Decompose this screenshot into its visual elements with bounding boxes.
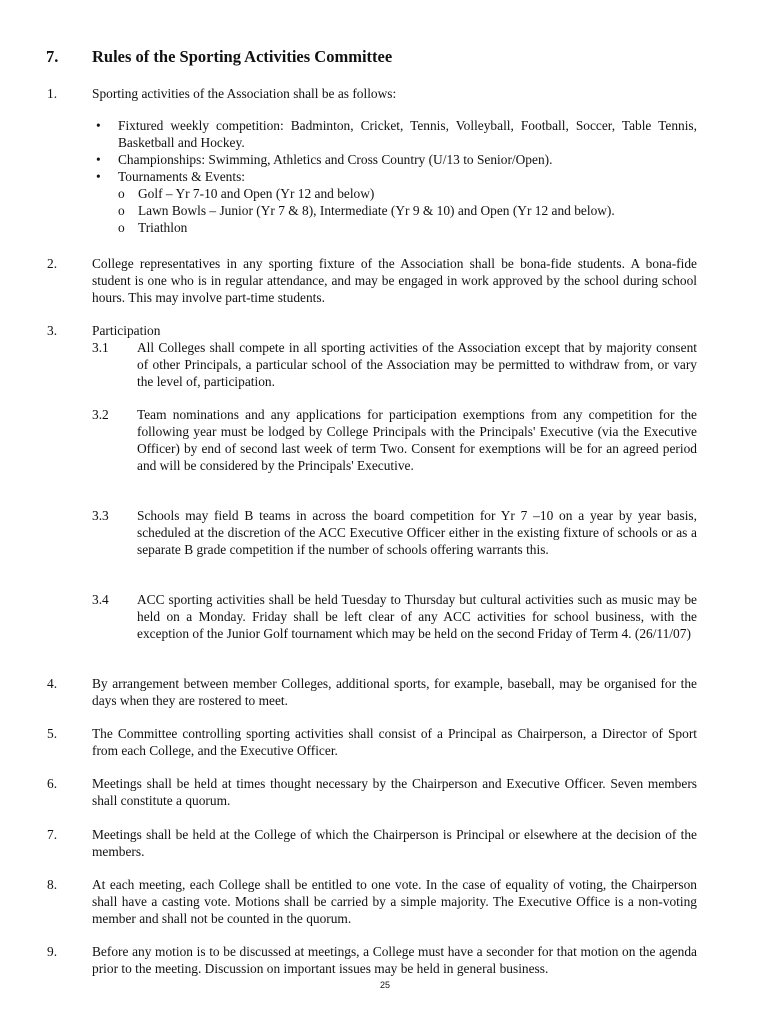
subrule-number: 3.4 — [92, 592, 109, 607]
page-number: 25 — [379, 980, 390, 990]
rule-number: 2. — [47, 256, 58, 271]
subrule-3-3 — [92, 507, 697, 558]
rule-number: 1. — [47, 86, 58, 101]
subrule-number: 3.3 — [92, 508, 109, 523]
rule-text: Participation — [92, 323, 161, 338]
rule-item-2 — [47, 255, 697, 306]
sublist-item: o Triathlon — [118, 220, 188, 235]
subrule-number: 3.1 — [92, 340, 109, 355]
rule-text: At each meeting, each College shall be entitled to one vote. In the case of equality of voting, the Chairperson shall have a casting vote. Motions shall be carried by a simple majority. The Executive Office is a non-voting member and shall not be counted in the quorum. — [92, 877, 697, 926]
rule-text: Sporting activities of the Association shall be as follows: — [92, 86, 397, 101]
subrule-text: Team nominations and any applications for participation exemptions from any competition for the following year must be lodged by College Principals with the Principals' Executive (via the Executive Officer) by end of second last week of term Two. Consent for exemptions will be for an agreed period and will be considered by the Principals' Executive. — [137, 407, 697, 473]
section-number: 7. — [46, 47, 59, 66]
rule-text: By arrangement between member Colleges, additional sports, for example, baseball, may be organised for the days when they are rostered to meet. — [92, 676, 697, 708]
sublist-item: o Lawn Bowls – Junior (Yr 7 & 8), Intermediate (Yr 9 & 10) and Open (Yr 12 and below). — [118, 203, 615, 218]
circle-bullet-icon: o — [118, 186, 125, 201]
subrule-3-4 — [92, 591, 697, 642]
rule-item-4 — [47, 675, 697, 709]
section-title: Rules of the Sporting Activities Committee — [92, 47, 393, 66]
rule-number: 3. — [47, 323, 58, 338]
rule-text: Meetings shall be held at the College of which the Chairperson is Principal or elsewhere at the decision of the members. — [92, 827, 697, 859]
rule-item-6 — [47, 775, 697, 809]
rule-item-9 — [47, 943, 697, 977]
rule-number: 8. — [47, 877, 58, 892]
list-item: • Championships: Swimming, Athletics and Cross Country (U/13 to Senior/Open). — [96, 152, 553, 167]
rule-item-8 — [47, 876, 697, 927]
section-heading — [46, 47, 392, 67]
subrule-3-1 — [92, 339, 697, 390]
circle-bullet-icon: o — [118, 220, 125, 235]
rule-number: 6. — [47, 776, 58, 791]
rule-item-7 — [47, 826, 697, 860]
rule-number: 5. — [47, 726, 58, 741]
rule-number: 9. — [47, 944, 58, 959]
subrule-text: Schools may field B teams in across the board competition for Yr 7 –10 on a year by year basis, scheduled at the discretion of the ACC Executive Officer either in the existing fixture of schools or as a separate B grade competition if the number of schools offering warrants this. — [137, 508, 697, 557]
rule-text: Before any motion is to be discussed at meetings, a College must have a seconder for that motion on the agenda prior to the meeting. Discussion on important issues may be held in general business. — [92, 944, 697, 976]
rule-item-3 — [47, 322, 697, 339]
list-item: • Tournaments & Events: o Golf – Yr 7-10 and Open (Yr 12 and below) o Lawn Bowls – Junior (Yr 7 & 8), Intermediate (Yr 9 & 10) and Open (Yr 12 and below). o Triathlon — [92, 168, 697, 236]
subrule-3-2 — [92, 406, 697, 474]
bullet-icon: • — [96, 118, 101, 133]
rule-item-1 — [47, 85, 697, 236]
rule-number: 4. — [47, 676, 58, 691]
list-item: • Fixtured weekly competition: Badminton, Cricket, Tennis, Volleyball, Football, Soccer, Table Tennis, Basketball and Hockey. — [96, 118, 697, 150]
rule-text: College representatives in any sporting fixture of the Association shall be bona-fide students. A bona-fide student is one who is in regular attendance, and may be engaged in work approved by the school during school hours. This may involve part-time students. — [92, 256, 697, 305]
rule-text: Meetings shall be held at times thought necessary by the Chairperson and Executive Officer. Seven members shall constitute a quorum. — [92, 776, 697, 808]
circle-bullet-icon: o — [118, 203, 125, 218]
bullet-icon: • — [96, 152, 101, 167]
rule-item-5 — [47, 725, 697, 759]
activities-list — [92, 117, 697, 236]
rule-number: 7. — [47, 827, 58, 842]
rule-text: The Committee controlling sporting activities shall consist of a Principal as Chairperson, a Director of Sport from each College, and the Executive Officer. — [92, 726, 697, 758]
events-sublist — [118, 185, 697, 236]
subrule-number: 3.2 — [92, 407, 109, 422]
subrule-text: ACC sporting activities shall be held Tuesday to Thursday but cultural activities such as music may be held on a Monday. Friday shall be left clear of any ACC activities for school business, with the exception of the Junior Golf tournament which may be held on the second Friday of Term 4. (26/11/07) — [137, 592, 697, 641]
sublist-item: o Golf – Yr 7-10 and Open (Yr 12 and below) — [118, 186, 375, 201]
subrule-text: All Colleges shall compete in all sporting activities of the Association except that by majority consent of other Principals, a particular school of the Association may be permitted to withdraw from, or vary the level of, participation. — [137, 340, 697, 389]
bullet-icon: • — [96, 169, 101, 184]
